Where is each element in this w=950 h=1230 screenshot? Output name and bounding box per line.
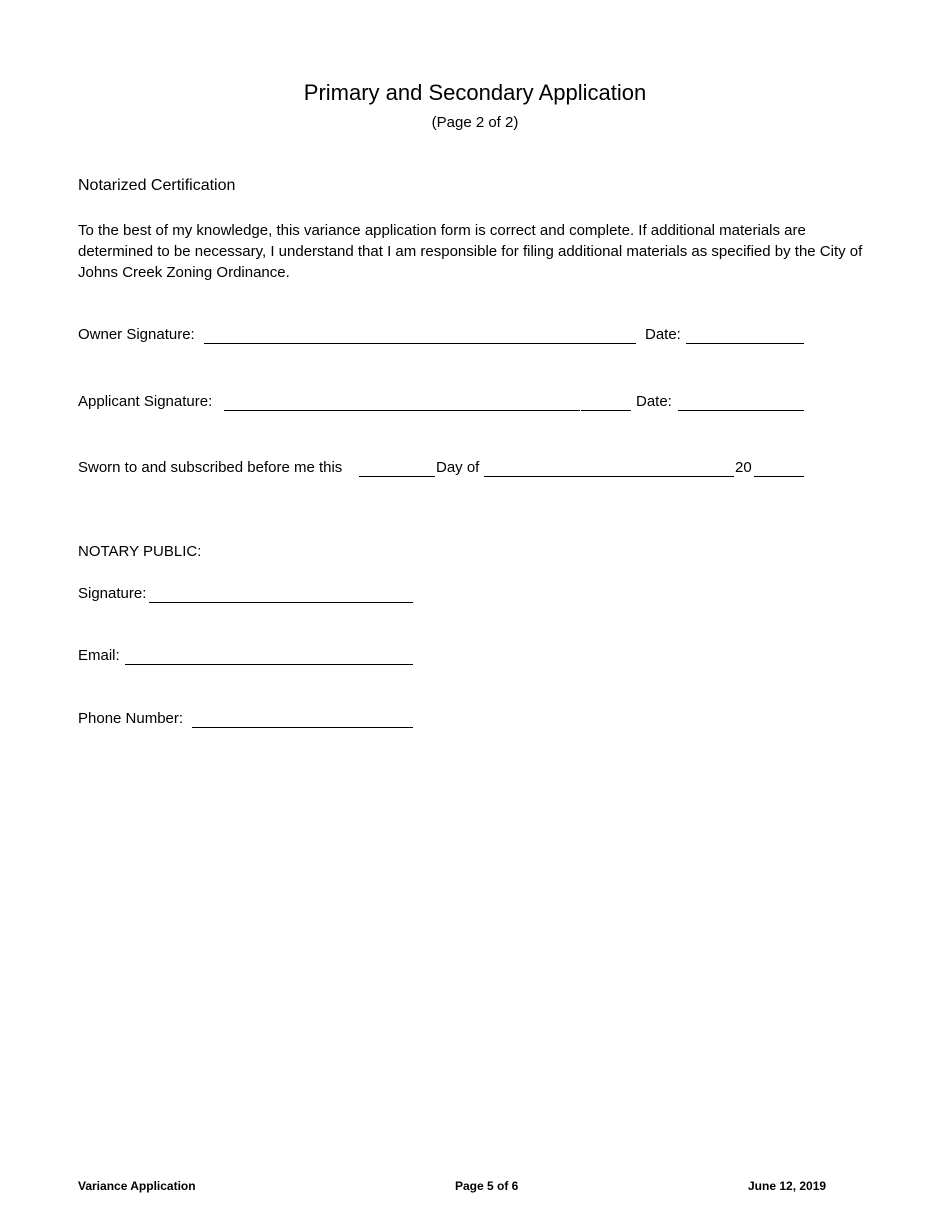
notary-heading-row — [78, 542, 378, 564]
owner-date-label: Date: — [645, 326, 681, 343]
applicant-signature-field-extension[interactable] — [581, 410, 631, 411]
footer-document-name: Variance Application — [78, 1179, 196, 1193]
notary-email-label: Email: — [78, 647, 120, 664]
footer-date: June 12, 2019 — [748, 1179, 827, 1193]
owner-signature-field[interactable] — [204, 343, 636, 344]
sworn-month-field[interactable] — [484, 476, 734, 477]
sworn-label: Sworn to and subscribed before me this — [78, 459, 343, 476]
notary-signature-field[interactable] — [149, 602, 413, 603]
section-heading: Notarized Certification — [78, 177, 236, 194]
applicant-signature-row — [78, 392, 808, 414]
notary-heading: NOTARY PUBLIC: — [78, 543, 202, 560]
year-prefix-label: 20 — [735, 459, 752, 476]
notary-phone-row — [78, 709, 418, 731]
applicant-date-label: Date: — [636, 393, 672, 410]
notary-phone-label: Phone Number: — [78, 710, 184, 727]
owner-signature-label: Owner Signature: — [78, 326, 195, 343]
sworn-day-field[interactable] — [359, 476, 435, 477]
owner-signature-row — [78, 325, 808, 347]
certification-statement: To the best of my knowledge, this variance application form is correct and complete. If additional materials are determined to be necessary, I understand that I am responsible for filing additional materials as specified by the City of Johns Creek Zoning Ordinance. — [78, 222, 863, 281]
sworn-year-field[interactable] — [754, 476, 804, 477]
notary-signature-label: Signature: — [78, 585, 147, 602]
owner-date-field[interactable] — [686, 343, 804, 344]
applicant-signature-field[interactable] — [224, 410, 580, 411]
applicant-signature-label: Applicant Signature: — [78, 393, 213, 410]
footer-page-number: Page 5 of 6 — [455, 1179, 519, 1193]
page-title: Primary and Secondary Application — [303, 80, 647, 105]
notary-email-row — [78, 646, 418, 668]
notary-email-field[interactable] — [125, 664, 413, 665]
page-subtitle: (Page 2 of 2) — [431, 114, 519, 131]
notary-phone-field[interactable] — [192, 727, 413, 728]
notary-signature-row — [78, 584, 418, 606]
day-of-label: Day of — [436, 459, 480, 476]
sworn-row — [78, 458, 808, 480]
applicant-date-field[interactable] — [678, 410, 804, 411]
